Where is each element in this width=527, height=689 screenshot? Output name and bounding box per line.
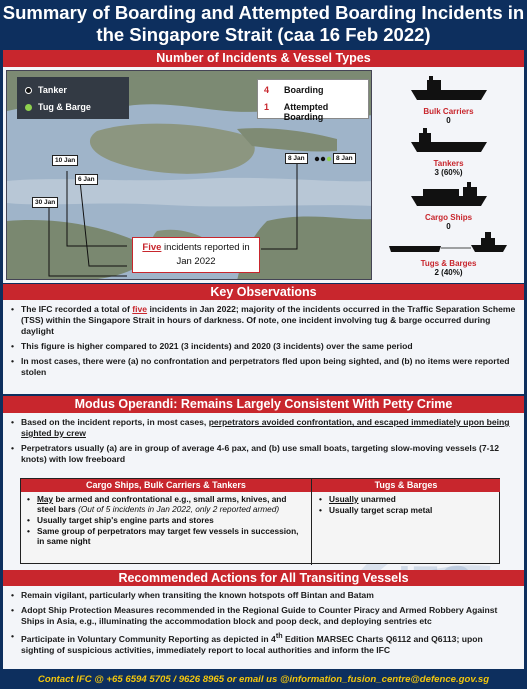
recommended-actions-list bbox=[3, 586, 524, 656]
vessel-cargo-ships: Cargo Ships 0 bbox=[376, 182, 521, 231]
tug-barge-icon bbox=[389, 230, 509, 254]
cargo-list bbox=[27, 492, 307, 547]
legend-tanker: Tanker bbox=[25, 85, 67, 95]
vessel-type-legend bbox=[17, 77, 129, 119]
vessel-tugs-barges: Tugs & Barges 2 (40%) bbox=[376, 230, 521, 277]
tugs-list bbox=[319, 492, 497, 516]
incidents-heading: Number of Incidents & Vessel Types bbox=[3, 50, 524, 67]
table-header-tugs: Tugs & Barges bbox=[312, 479, 500, 492]
date-tag: 8 Jan bbox=[285, 153, 308, 164]
list-item: • The IFC recorded a total of five incidents in Jan 2022; majority of the incidents occurred in the Traffic Separation Scheme (TSS) within the Singapore Strait in hours of darkness. Of note, one incident involving tug & barge occurred during daylight bbox=[11, 304, 516, 337]
modus-operandi-heading: Modus Operandi: Remains Largely Consistent With Petty Crime bbox=[3, 396, 524, 413]
list-item: • Remain vigilant, particularly when transiting the known hotspots off Bintan and Batam bbox=[11, 590, 516, 601]
key-observations-list bbox=[3, 300, 524, 378]
modus-operandi-list bbox=[3, 413, 524, 465]
incident-count-box: Five incidents reported in Jan 2022 bbox=[132, 237, 260, 273]
strait-map bbox=[6, 70, 372, 280]
tanker-icon bbox=[409, 128, 489, 154]
page-title: Summary of Boarding and Attempted Boarding Incidents in the Singapore Strait (caa 16 Feb 2022) bbox=[2, 2, 525, 45]
list-item: • Based on the incident reports, in most cases, perpetrators avoided confrontation, and escaped immediately upon being sighted by crew bbox=[11, 417, 516, 439]
vessel-bulk-carriers: Bulk Carriers 0 bbox=[376, 76, 521, 125]
recommended-actions-panel bbox=[3, 586, 524, 669]
list-item: • Usually target ship's engine parts and stores bbox=[27, 515, 307, 525]
date-tag: 10 Jan bbox=[52, 155, 78, 166]
contact-footer: Contact IFC @ +65 6594 5705 / 9626 8965 or email us @information_fusion_centre@defence.gov.sg bbox=[0, 670, 527, 689]
modus-operandi-table bbox=[20, 478, 500, 564]
vessel-tankers: Tankers 3 (60%) bbox=[376, 128, 521, 177]
list-item: • Same group of perpetrators may target few vessels in succession, in same night bbox=[27, 526, 307, 546]
date-tag: 6 Jan bbox=[75, 174, 98, 185]
list-item: • In most cases, there were (a) no confrontation and perpetrators fled upon being sighted, and (b) no items were reported stolen bbox=[11, 356, 516, 378]
list-item: • This figure is higher compared to 2021 (3 incidents) and 2020 (3 incidents) over the same period bbox=[11, 341, 516, 352]
key-observations-panel bbox=[3, 300, 524, 394]
date-tag: 30 Jan bbox=[32, 197, 58, 208]
list-item: • Usually unarmed bbox=[319, 494, 497, 504]
list-item: • May be armed and confrontational e.g., small arms, knives, and steel bars (Out of 5 incidents in Jan 2022, only 2 reported armed) bbox=[27, 494, 307, 514]
table-header-cargo: Cargo Ships, Bulk Carriers & Tankers bbox=[21, 479, 311, 492]
list-item: • Adopt Ship Protection Measures recommended in the Regional Guide to Counter Piracy and Armed Robbery Against Ships in Asia, e.g., illuminating the accommodation block and poop deck, and deploying sentries etc bbox=[11, 605, 516, 627]
date-tag: 8 Jan bbox=[333, 153, 356, 164]
bulk-carrier-icon bbox=[409, 76, 489, 102]
list-item: • Perpetrators usually (a) are in group of average 4-6 pax, and (b) use small boats, targeting slow-moving vessels (7-12 knots) with low freeboard bbox=[11, 443, 516, 465]
tug-barge-marker-icon bbox=[25, 104, 32, 111]
legend-attempted: 1 Attempted Boarding bbox=[264, 102, 329, 122]
list-item: • Usually target scrap metal bbox=[319, 505, 497, 515]
vessel-type-column bbox=[376, 70, 521, 280]
legend-boarding: 4 Boarding bbox=[264, 85, 324, 95]
recommended-actions-heading: Recommended Actions for All Transiting Vessels bbox=[3, 570, 524, 586]
table-divider bbox=[311, 479, 312, 565]
legend-tug-barge: Tug & Barge bbox=[25, 102, 91, 112]
tanker-marker-icon bbox=[25, 87, 32, 94]
key-observations-heading: Key Observations bbox=[3, 284, 524, 300]
count-legend bbox=[257, 79, 369, 122]
list-item: • Participate in Voluntary Community Reporting as depicted in 4th Edition MARSEC Charts Q6112 and Q6113; upon sighting of suspicious activities, immediately report to local authorities and inform the IFC bbox=[11, 631, 516, 656]
cargo-ship-icon bbox=[409, 182, 489, 208]
